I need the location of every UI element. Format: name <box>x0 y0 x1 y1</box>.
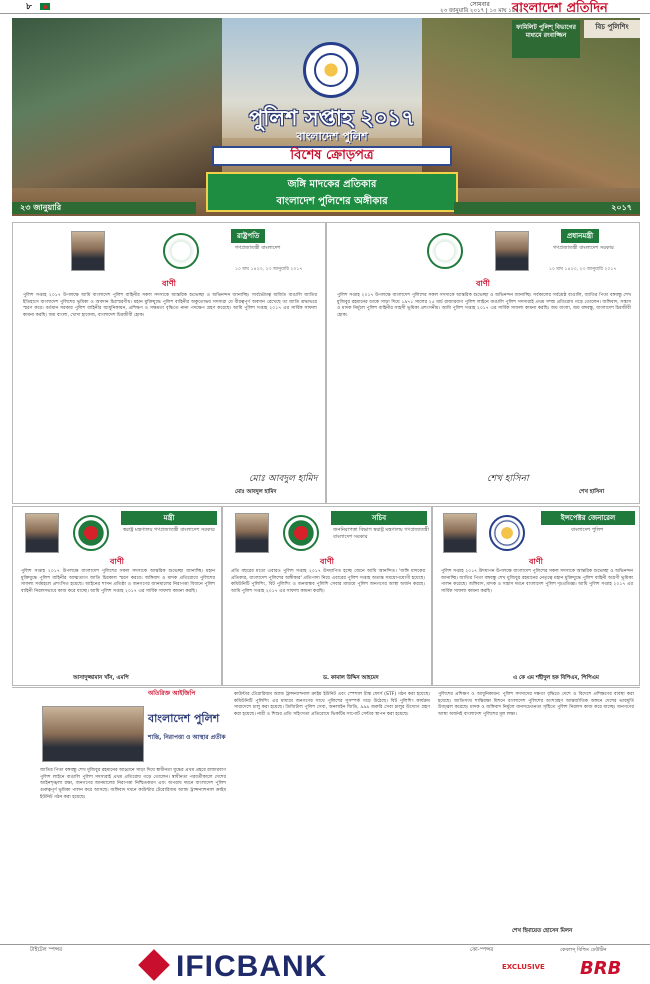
president-role: রাষ্ট্রপতি <box>231 229 265 243</box>
pm-signature: শেখ হাসিনা <box>487 474 529 484</box>
secretary-portrait <box>235 513 269 553</box>
minister-name: আসাদুজ্জামান খাঁন, এমপি <box>73 675 129 681</box>
article-column-1: জাতির পিতা বঙ্গবন্ধু শেখ মুজিবুর রহমানের আহ্বানে সাড়া দিয়ে স্বাধীনতা যুদ্ধের প্রথম প্রহরে রাজারবাগ পুলিশ লাইনে বাঙালি পুলিশ সদস্যরাই প্রথম প্রতিরোধ গড়ে তোলেন। স্বাধীনতা পরবর্তীকালে দেশের আইনশৃঙ্খলা রক্ষা, জনগণের জানমালের নিরাপত্তা নিশ্চিতকরণ এবং অপরাধ দমনে বাংলাদেশ পুলিশ গুরুত্বপূর্ণ ভূমিকা পালন করে আসছে। জঙ্গিবাদ দমনে কাউন্টার টেরোরিজম অ্যান্ড ট্রান্সন্যাশনাল ক্রাইম ইউনিট গঠন করা হয়েছে। <box>40 768 226 800</box>
title-sponsor-label: টাইটেল স্পন্সর <box>30 947 63 953</box>
igp-seal-icon <box>489 515 525 551</box>
pm-role: প্রধানমন্ত্রী <box>561 229 599 243</box>
president-date: ১০ মাঘ ১৪২৩, ২৩ জানুয়ারি ২০১৭ <box>235 267 303 272</box>
president-name: মোঃ আবদুল হামিদ <box>235 489 277 495</box>
article-kicker: অতিরিক্ত আইজিপি <box>148 690 196 697</box>
date-bar-right: ২০১৭ <box>454 202 640 214</box>
article-column-2: কাউন্টার টেরোরিজম অ্যান্ড ট্রান্সন্যাশনাল ক্রাইম ইউনিট এবং স্পেশাল টাস্ক ফোর্স (STF) গঠন করা হয়েছে। কমিউনিটি পুলিশিং এর মাধ্যমে জনগণের সাথে পুলিশের সুসম্পর্ক গড়ে উঠেছে। বিট পুলিশিং কার্যক্রম সারাদেশে চালু করা হয়েছে। ডিজিটাল পুলিশ সেবা, অনলাইন জিডি, ৯৯৯ জরুরি সেবা চালুর উদ্যোগ গ্রহণ করা হয়েছে। নারী ও শিশুর প্রতি সহিংসতা প্রতিরোধে ভিকটিম সাপোর্ট সেন্টার স্থাপন করা হয়েছে। <box>234 692 430 717</box>
page-header <box>0 0 650 14</box>
article-subtitle: শান্তি, নিরাপত্তা ও আস্থার প্রতীক <box>148 734 226 741</box>
hero-photo-left <box>12 18 222 188</box>
igp-name: এ কে এম শহীদুল হক বিপিএম, পিপিএম <box>513 675 599 681</box>
masthead-logo: বাংলাদেশ প্রতিদিন <box>512 1 608 16</box>
feature-article <box>12 687 640 945</box>
minister-seal-icon <box>73 515 109 551</box>
igp-portrait <box>443 513 477 553</box>
president-portrait <box>71 231 105 271</box>
exclusive-logo: EXCLUSIVE <box>502 963 545 971</box>
minister-bani-heading: বাণী <box>110 557 124 566</box>
secretary-name: ড. কামাল উদ্দিন আহমেদ <box>323 675 379 681</box>
pm-message-card <box>326 222 640 504</box>
header-date: ২৩ জানুয়ারি ২০১৭ | ১০ মাঘ ১৪২৩ <box>440 8 523 14</box>
president-message-card <box>12 222 326 504</box>
date-bar-left: ২৩ জানুয়ারি <box>12 202 196 214</box>
hero-banner <box>12 18 640 216</box>
president-signature: মোঃ আবদুল হামিদ <box>249 474 318 484</box>
ific-logo-icon <box>138 949 170 981</box>
igp-message-text: পুলিশ সপ্তাহ ২০১৭ উদযাপন উপলক্ষে বাংলাদেশ পুলিশের সকল সদস্যকে আন্তরিক শুভেচ্ছা ও অভিনন্দন জানাচ্ছি। জাতির পিতা বঙ্গবন্ধু শেখ মুজিবুর রহমানের নেতৃত্বে মহান মুক্তিযুদ্ধে পুলিশ বাহিনী অগ্রণী ভূমিকা পালন করেছে। জঙ্গিবাদ, মাদক ও সন্ত্রাস দমনে বাংলাদেশ পুলিশ দৃঢ়প্রতিজ্ঞ। আমি পুলিশ সপ্তাহ ২০১৭ এর সার্বিক সাফল্য কামনা করছি। <box>441 569 633 594</box>
secretary-seal-icon <box>283 515 319 551</box>
igp-role-sub: বাংলাদেশ পুলিশ <box>571 527 604 533</box>
minister-portrait <box>25 513 59 553</box>
motto-line-1: জঙ্গি মাদকের প্রতিকার <box>287 179 377 190</box>
page-number: ৮ <box>26 2 32 12</box>
igp-role: ইন্সপেক্টর জেনারেল <box>541 511 635 525</box>
president-message-text: পুলিশ সপ্তাহ ২০১৭ উপলক্ষে আমি বাংলাদেশ পুলিশ বাহিনীর সকল সদস্যকে আন্তরিক শুভেচ্ছা ও অভিনন্দন জানাচ্ছি। সার্বভৌমত্ব অর্জিত বাঙালি জাতির ইতিহাসে বাংলাদেশ পুলিশের ভূমিকা ও অবদান চিরস্মরণীয়। মহান মুক্তিযুদ্ধে পুলিশ বাহিনীর অকুতোভয় সদস্যরা যে বীরত্বপূর্ণ অবদান রেখেছে তা জাতি শ্রদ্ধাভরে স্মরণ করে। বর্তমান সরকার পুলিশ বাহিনীর আধুনিকায়ন, প্রশিক্ষণ ও সক্ষমতা বৃদ্ধিতে নানা পদক্ষেপ গ্রহণ করেছে। আমি পুলিশ সপ্তাহ ২০১৭ এর সার্বিক সাফল্য কামনা করছি। জয় বাংলা, খোদা হাফেজ, বাংলাদেশ চিরজীবী হোক। <box>23 293 317 318</box>
article-author-portrait <box>42 706 144 762</box>
pm-portrait <box>495 231 529 271</box>
pm-name: শেখ হাসিনা <box>579 489 605 495</box>
secretary-message-text: প্রতি বছরের মতো এবারও পুলিশ সপ্তাহ ২০১৭ উদযাপিত হচ্ছে জেনে আমি আনন্দিত। 'জঙ্গি মাদকের প্রতিকার, বাংলাদেশ পুলিশের অঙ্গীকার' প্রতিপাদ্য নিয়ে এবারের পুলিশ সপ্তাহ অত্যন্ত সময়োপযোগী হয়েছে। কমিউনিটি পুলিশিং, বিট পুলিশিং ও জনবান্ধব পুলিশি সেবার মাধ্যমে পুলিশ জনগণের আস্থা অর্জন করছে। আমি পুলিশ সপ্তাহ ২০১৭ এর সাফল্য কামনা করছি। <box>231 569 425 594</box>
secretary-message-card <box>222 506 432 686</box>
supplement-label: বিশেষ ক্রোড়পত্র <box>212 146 452 166</box>
hero-sign-family-police: ফ্যমিলিট পুলিশ্ বিভাগের মাধ্যমে রংবাজ্জিন <box>512 20 580 58</box>
pm-message-text: পুলিশ সপ্তাহ ২০১৭ উপলক্ষে বাংলাদেশ পুলিশের সকল সদস্যকে আন্তরিক শুভেচ্ছা ও অভিনন্দন জানাচ্ছি। সর্বকালের সর্বশ্রেষ্ঠ বাঙালি, জাতির পিতা বঙ্গবন্ধু শেখ মুজিবুর রহমানের ডাকে সাড়া দিয়ে ১৯৭১ সালের ২৫ মার্চ রাজারবাগ পুলিশ লাইনে বাঙালি পুলিশ সদস্যরাই প্রথম সশস্ত্র প্রতিরোধ গড়ে তোলেন। জঙ্গিবাদ, সন্ত্রাস ও মাদক নির্মূলে পুলিশ বাহিনীর সাহসী ভূমিকা প্রশংসনীয়। আমি পুলিশ সপ্তাহ ২০১৭ এর সার্বিক সাফল্য কামনা করছি। জয় বাংলা, জয় বঙ্গবন্ধু, বাংলাদেশ চিরজীবী হোক। <box>337 293 631 318</box>
hero-subtitle: বাংলাদেশ পুলিশ <box>296 130 368 143</box>
pm-date: ১০ মাঘ ১৪২৩, ২৩ জানুয়ারি ২০১৭ <box>549 267 617 272</box>
header-day: সোমবার <box>470 1 490 8</box>
igp-message-card <box>432 506 640 686</box>
pm-seal-icon <box>427 233 463 269</box>
brb-tagline: কেবলস্ বিল্ডিং ঢেউটিন <box>560 947 607 953</box>
sponsor-footer <box>0 944 650 984</box>
igp-bani-heading: বাণী <box>529 557 543 566</box>
motto-line-2: বাংলাদেশ পুলিশের অঙ্গীকার <box>276 196 388 207</box>
motto-box <box>206 172 458 212</box>
pm-bani-heading: বাণী <box>476 279 490 288</box>
president-seal-icon <box>163 233 199 269</box>
president-role-sub: গণপ্রজাতন্ত্রী বাংলাদেশ <box>235 245 281 251</box>
president-bani-heading: বাণী <box>162 279 176 288</box>
police-emblem-icon <box>303 42 359 98</box>
minister-message-text: পুলিশ সপ্তাহ ২০১৭ উপলক্ষে বাংলাদেশ পুলিশের সকল সদস্যকে আন্তরিক শুভেচ্ছা জানাচ্ছি। মহান মুক্তিযুদ্ধে পুলিশ বাহিনীর আত্মত্যাগ জাতি চিরকাল স্মরণ করবে। জঙ্গিবাদ ও মাদক প্রতিরোধে পুলিশের সাফল্য সর্বমহলে প্রশংসিত হয়েছে। আইনের শাসন প্রতিষ্ঠা ও জনগণের জানমালের নিরাপত্তা বিধানে পুলিশ বাহিনী নিরলসভাবে কাজ করে যাচ্ছে। আমি পুলিশ সপ্তাহ ২০১৭ এর সার্বিক সাফল্য কামনা করছি। <box>21 569 215 594</box>
hero-sign-beach-policing: বিচ পুলিশিং <box>584 20 640 38</box>
article-column-3: পুলিশের প্রশিক্ষণ ও আধুনিকায়ন: পুলিশ সদস্যদের দক্ষতা বৃদ্ধিতে দেশে ও বিদেশে প্রশিক্ষণের ব্যবস্থা করা হয়েছে। জাতিসংঘ শান্তিরক্ষা মিশনে বাংলাদেশ পুলিশের অংশগ্রহণ আন্তর্জাতিক অঙ্গনে দেশের ভাবমূর্তি উজ্জ্বল করেছে। মাদক ও জঙ্গিবাদ নির্মূলে জনসচেতনতা সৃষ্টিতে পুলিশ নিরলস কাজ করে যাচ্ছে। জনগণের আস্থা অর্জনই বাংলাদেশ পুলিশের মূল লক্ষ্য। <box>438 692 634 717</box>
minister-message-card <box>12 506 222 686</box>
article-author-name: শেখ হিমায়েত হোসেন মিলন <box>512 928 573 934</box>
minister-role-sub: স্বরাষ্ট্র মন্ত্রণালয় গণপ্রজাতন্ত্রী বাংলাদেশ সরকার <box>123 527 215 533</box>
secretary-role-sub: জননিরাপত্তা বিভাগ স্বরাষ্ট্র মন্ত্রণালয় গণপ্রজাতন্ত্রী বাংলাদেশ সরকার <box>333 527 429 540</box>
pm-role-sub: গণপ্রজাতন্ত্রী বাংলাদেশ সরকার <box>553 245 614 251</box>
co-sponsor-label: কো-স্পন্সর <box>470 947 494 953</box>
brb-logo: BRB <box>580 958 622 979</box>
article-title: বাংলাদেশ পুলিশ <box>148 712 220 725</box>
secretary-bani-heading: বাণী <box>320 557 334 566</box>
minister-role: মন্ত্রী <box>121 511 217 525</box>
bangladesh-flag-icon <box>40 3 50 10</box>
hero-title: পুলিশ সপ্তাহ ২০১৭ <box>249 106 415 130</box>
ific-bank-logo: IFICBANK <box>176 950 328 983</box>
secretary-role: সচিব <box>331 511 427 525</box>
